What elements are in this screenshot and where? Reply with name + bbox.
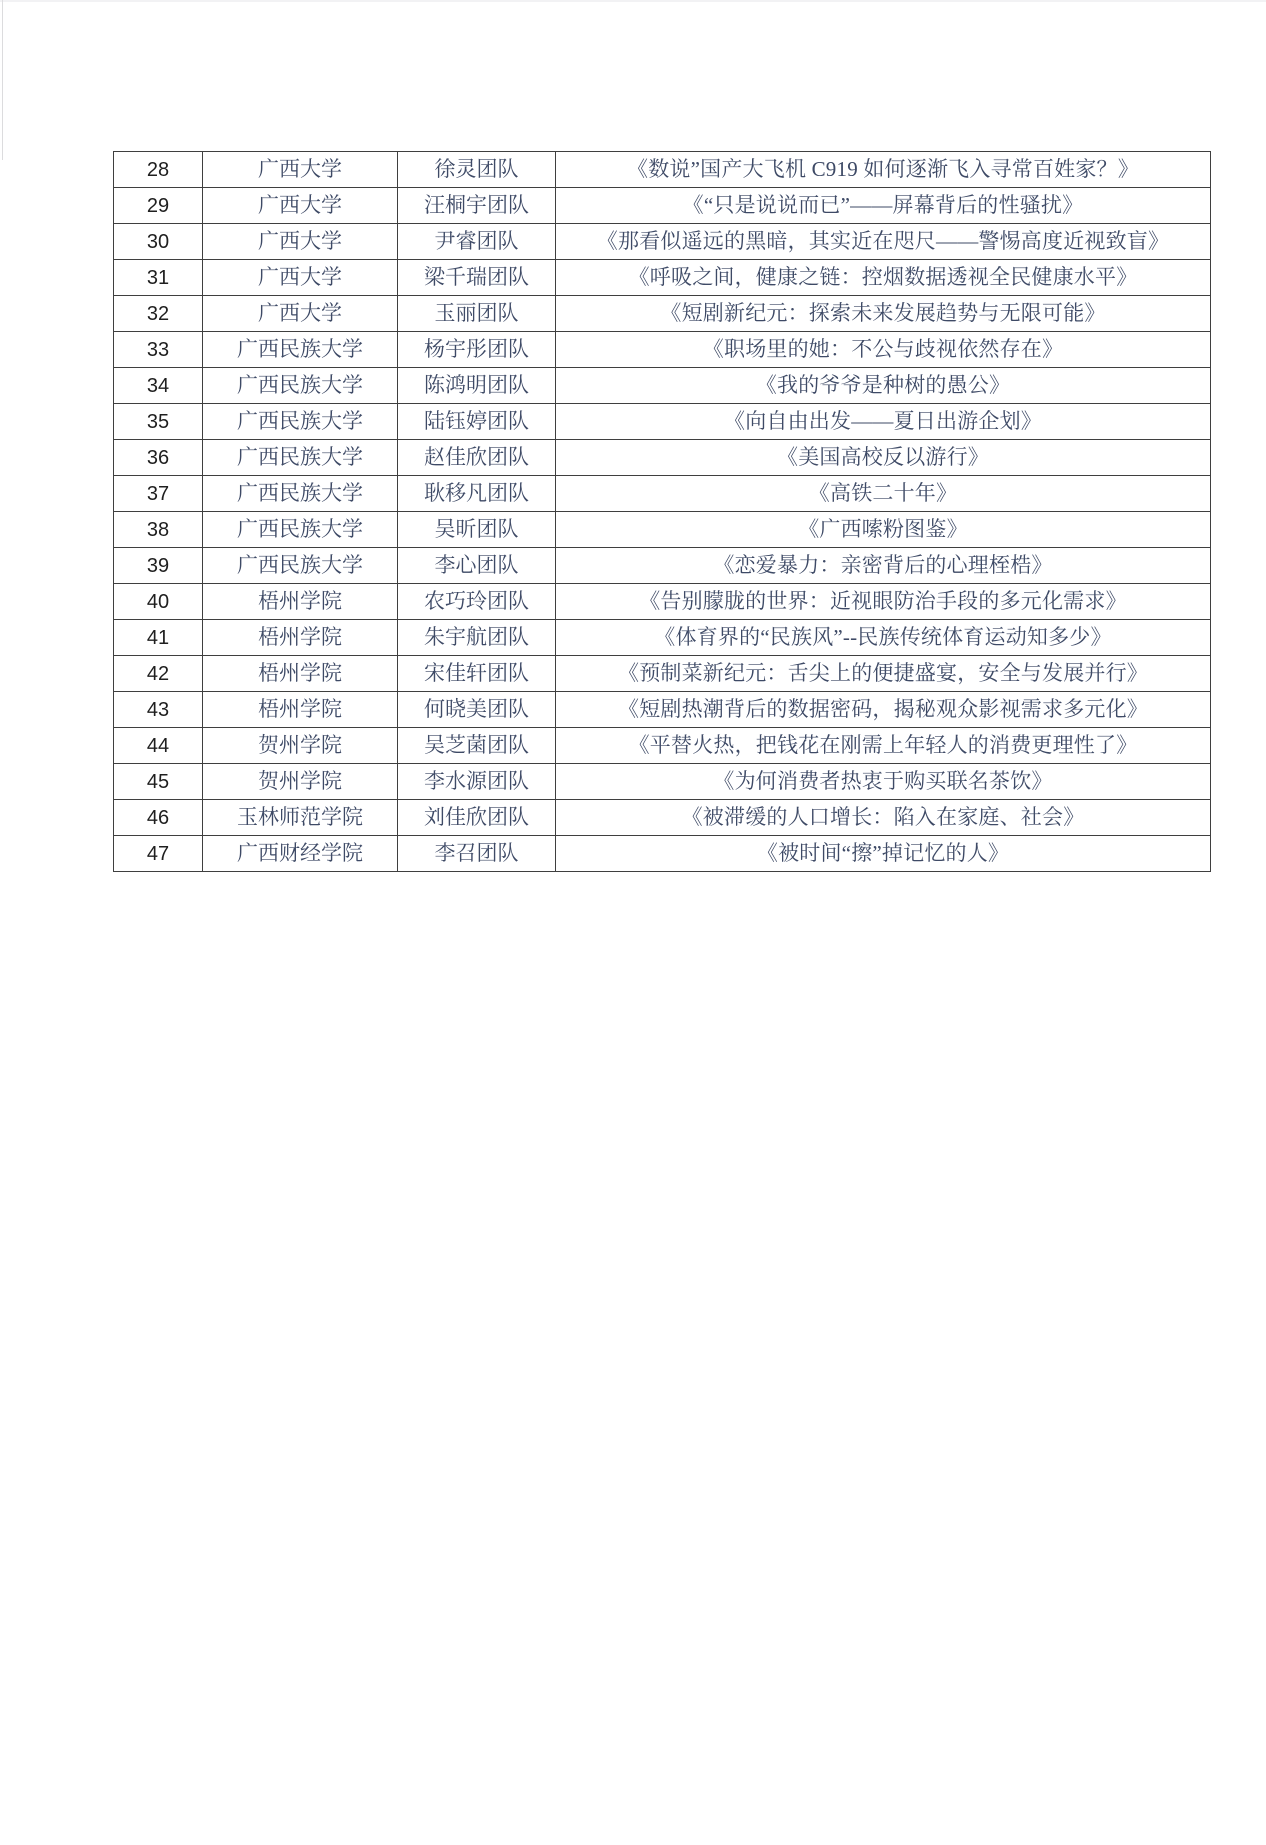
- cell-number: 34: [114, 368, 203, 404]
- cell-school: 贺州学院: [203, 728, 398, 764]
- cell-school: 广西民族大学: [203, 332, 398, 368]
- table-row: [114, 584, 1211, 620]
- cell-school: 广西大学: [203, 188, 398, 224]
- cell-school: 广西民族大学: [203, 512, 398, 548]
- cell-team: 李水源团队: [398, 764, 556, 800]
- cell-team: 吴昕团队: [398, 512, 556, 548]
- table-row: [114, 404, 1211, 440]
- cell-team: 刘佳欣团队: [398, 800, 556, 836]
- cell-title: 《短剧新纪元：探索未来发展趋势与无限可能》: [556, 296, 1211, 332]
- cell-team: 宋佳轩团队: [398, 656, 556, 692]
- table-row: [114, 260, 1211, 296]
- cell-number: 44: [114, 728, 203, 764]
- cell-team: 玉丽团队: [398, 296, 556, 332]
- cell-title: 《告别朦胧的世界：近视眼防治手段的多元化需求》: [556, 584, 1211, 620]
- cell-team: 赵佳欣团队: [398, 440, 556, 476]
- cell-title: 《体育界的“民族风”--民族传统体育运动知多少》: [556, 620, 1211, 656]
- cell-title: 《恋爱暴力：亲密背后的心理桎梏》: [556, 548, 1211, 584]
- cell-school: 广西民族大学: [203, 548, 398, 584]
- table-row: [114, 512, 1211, 548]
- cell-team: 吴芝菌团队: [398, 728, 556, 764]
- cell-number: 35: [114, 404, 203, 440]
- cell-title: 《短剧热潮背后的数据密码，揭秘观众影视需求多元化》: [556, 692, 1211, 728]
- cell-number: 32: [114, 296, 203, 332]
- cell-number: 29: [114, 188, 203, 224]
- cell-school: 梧州学院: [203, 584, 398, 620]
- table-row: [114, 440, 1211, 476]
- cell-school: 广西民族大学: [203, 404, 398, 440]
- table-row: [114, 800, 1211, 836]
- cell-number: 30: [114, 224, 203, 260]
- cell-team: 耿移凡团队: [398, 476, 556, 512]
- cell-number: 41: [114, 620, 203, 656]
- cell-number: 28: [114, 152, 203, 188]
- cell-title: 《平替火热，把钱花在刚需上年轻人的消费更理性了》: [556, 728, 1211, 764]
- cell-team: 李心团队: [398, 548, 556, 584]
- cell-number: 37: [114, 476, 203, 512]
- cell-school: 梧州学院: [203, 692, 398, 728]
- cell-school: 广西民族大学: [203, 476, 398, 512]
- table-row: [114, 764, 1211, 800]
- cell-title: 《那看似遥远的黑暗，其实近在咫尺——警惕高度近视致盲》: [556, 224, 1211, 260]
- cell-title: 《“只是说说而已”——屏幕背后的性骚扰》: [556, 188, 1211, 224]
- cell-title: 《被时间“擦”掉记忆的人》: [556, 836, 1211, 872]
- cell-school: 广西大学: [203, 296, 398, 332]
- cell-team: 李召团队: [398, 836, 556, 872]
- table-row: [114, 152, 1211, 188]
- table-row: [114, 332, 1211, 368]
- cell-number: 46: [114, 800, 203, 836]
- cell-school: 广西大学: [203, 224, 398, 260]
- cell-title: 《向自由出发——夏日出游企划》: [556, 404, 1211, 440]
- cell-number: 33: [114, 332, 203, 368]
- cell-number: 39: [114, 548, 203, 584]
- cell-team: 汪桐宇团队: [398, 188, 556, 224]
- cell-school: 梧州学院: [203, 620, 398, 656]
- cell-team: 农巧玲团队: [398, 584, 556, 620]
- page-left-edge: [2, 0, 3, 160]
- cell-title: 《美国高校反以游行》: [556, 440, 1211, 476]
- cell-team: 徐灵团队: [398, 152, 556, 188]
- table-row: [114, 656, 1211, 692]
- page-top-edge: [0, 0, 1266, 2]
- cell-number: 31: [114, 260, 203, 296]
- cell-school: 梧州学院: [203, 656, 398, 692]
- cell-school: 贺州学院: [203, 764, 398, 800]
- cell-team: 杨宇彤团队: [398, 332, 556, 368]
- cell-team: 陈鸿明团队: [398, 368, 556, 404]
- cell-title: 《我的爷爷是种树的愚公》: [556, 368, 1211, 404]
- results-table-body: [114, 152, 1211, 872]
- cell-school: 广西民族大学: [203, 368, 398, 404]
- table-row: [114, 620, 1211, 656]
- table-row: [114, 476, 1211, 512]
- table-row: [114, 692, 1211, 728]
- cell-team: 何晓美团队: [398, 692, 556, 728]
- cell-school: 广西大学: [203, 152, 398, 188]
- cell-title: 《广西嗦粉图鉴》: [556, 512, 1211, 548]
- table-row: [114, 728, 1211, 764]
- table-row: [114, 224, 1211, 260]
- cell-title: 《预制菜新纪元：舌尖上的便捷盛宴，安全与发展并行》: [556, 656, 1211, 692]
- cell-title: 《职场里的她：不公与歧视依然存在》: [556, 332, 1211, 368]
- results-table: [113, 151, 1211, 872]
- cell-team: 陆钰婷团队: [398, 404, 556, 440]
- table-row: [114, 836, 1211, 872]
- cell-number: 45: [114, 764, 203, 800]
- cell-number: 36: [114, 440, 203, 476]
- cell-school: 广西大学: [203, 260, 398, 296]
- cell-number: 38: [114, 512, 203, 548]
- table-row: [114, 548, 1211, 584]
- table-row: [114, 368, 1211, 404]
- cell-title: 《被滞缓的人口增长：陷入在家庭、社会》: [556, 800, 1211, 836]
- cell-title: 《呼吸之间，健康之链：控烟数据透视全民健康水平》: [556, 260, 1211, 296]
- cell-team: 梁千瑞团队: [398, 260, 556, 296]
- table-row: [114, 296, 1211, 332]
- cell-title: 《高铁二十年》: [556, 476, 1211, 512]
- cell-school: 玉林师范学院: [203, 800, 398, 836]
- cell-team: 尹睿团队: [398, 224, 556, 260]
- cell-number: 47: [114, 836, 203, 872]
- cell-title: 《为何消费者热衷于购买联名茶饮》: [556, 764, 1211, 800]
- cell-number: 40: [114, 584, 203, 620]
- cell-number: 43: [114, 692, 203, 728]
- cell-school: 广西民族大学: [203, 440, 398, 476]
- table-row: [114, 188, 1211, 224]
- cell-school: 广西财经学院: [203, 836, 398, 872]
- cell-title: 《数说”国产大飞机 C919 如何逐渐飞入寻常百姓家？》: [556, 152, 1211, 188]
- cell-number: 42: [114, 656, 203, 692]
- cell-team: 朱宇航团队: [398, 620, 556, 656]
